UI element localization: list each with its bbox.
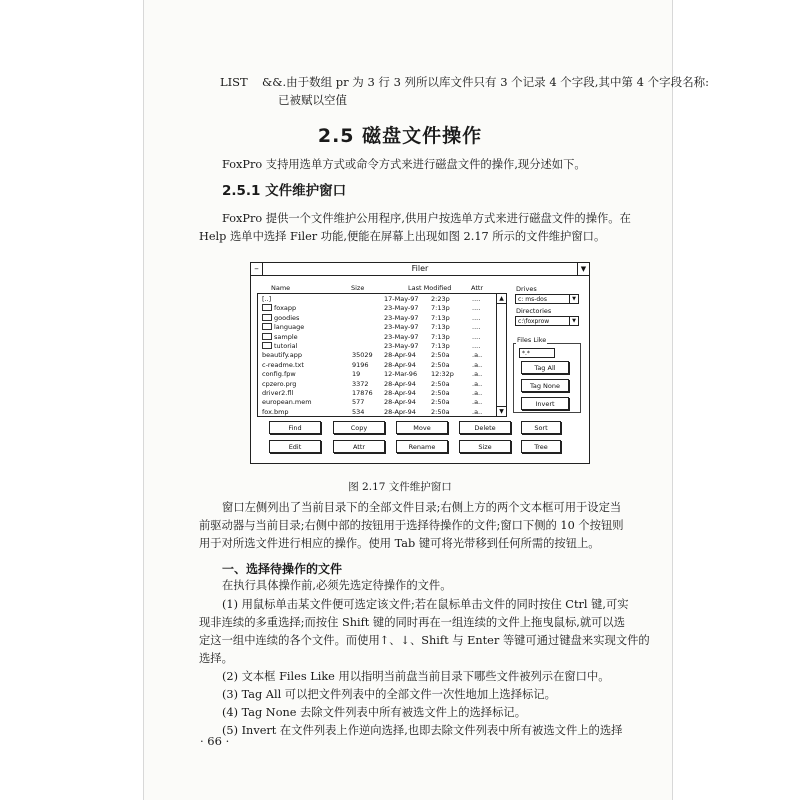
invert-button[interactable]: Invert bbox=[521, 397, 569, 410]
file-row[interactable] bbox=[258, 361, 496, 370]
chevron-down-icon[interactable]: ▼ bbox=[577, 263, 589, 275]
body-line-1: 在执行具体操作前,必须先选定待操作的文件。 bbox=[222, 579, 452, 592]
section-title: 2.5 磁盘文件操作 bbox=[317, 125, 483, 147]
file-time: 7:13p bbox=[431, 304, 450, 313]
scroll-down-icon[interactable]: ▼ bbox=[497, 406, 506, 416]
file-time: 7:13p bbox=[431, 332, 450, 341]
title-bar bbox=[251, 263, 589, 276]
file-row[interactable] bbox=[258, 314, 496, 323]
system-menu-icon[interactable]: – bbox=[251, 263, 263, 275]
file-date: 28-Apr-94 bbox=[384, 351, 416, 360]
body-line-2: (1) 用鼠标单击某文件便可选定该文件;若在鼠标单击文件的同时按住 Ctrl 键,可实 bbox=[222, 598, 629, 611]
para1-line2: Help 选单中选择 Filer 功能,便能在屏幕上出现如图 2.17 所示的文件维护窗口。 bbox=[199, 230, 606, 243]
copy-button[interactable]: Copy bbox=[333, 421, 385, 434]
body-line-8: (4) Tag None 去除文件列表中所有被选文件上的选择标记。 bbox=[222, 706, 526, 719]
folder-name: sample bbox=[274, 332, 298, 341]
file-row[interactable] bbox=[258, 408, 496, 417]
scroll-up-icon[interactable]: ▲ bbox=[497, 294, 506, 304]
file-time: 7:13p bbox=[431, 313, 450, 322]
rename-button[interactable]: Rename bbox=[396, 440, 448, 453]
body-line-5: 选择。 bbox=[199, 652, 233, 665]
file-name bbox=[262, 304, 296, 313]
directory-value: c:\foxprow bbox=[518, 318, 550, 325]
file-name: cpzero.prg bbox=[262, 379, 297, 388]
file-list-scrollbar[interactable] bbox=[496, 294, 506, 416]
drives-dropdown[interactable] bbox=[515, 294, 579, 304]
file-time: 2:50a bbox=[431, 379, 450, 388]
body-line-4: 定这一组中连续的各个文件。而使用↑、↓、Shift 与 Enter 等键可通过键盘来实现文件的 bbox=[199, 634, 650, 647]
file-name: european.mem bbox=[262, 398, 312, 407]
file-date: 17-May-97 bbox=[384, 295, 419, 303]
move-button[interactable]: Move bbox=[396, 421, 448, 434]
file-time: 2:50a bbox=[431, 389, 450, 397]
list-note-line1: &&.由于数组 pr 为 3 行 3 列所以库文件只有 3 个记录 4 个字段,其中第 4 个字段名称: bbox=[262, 75, 709, 89]
directories-dropdown[interactable] bbox=[515, 316, 579, 326]
sub-heading: 一、选择待操作的文件 bbox=[222, 562, 343, 576]
folder-name: goodies bbox=[274, 313, 300, 322]
file-date: 28-Apr-94 bbox=[384, 398, 416, 407]
file-size: 3372 bbox=[352, 379, 369, 388]
file-attr: .a.. bbox=[472, 351, 483, 360]
folder-icon bbox=[262, 342, 272, 349]
file-row[interactable] bbox=[258, 398, 496, 407]
file-name bbox=[262, 333, 298, 342]
file-date: 23-May-97 bbox=[384, 304, 419, 313]
window-title: Filer bbox=[411, 264, 429, 273]
body-line-6: (2) 文本框 Files Like 用以指明当前盘当前目录下哪些文件被列示在窗口中。 bbox=[222, 670, 610, 683]
file-date: 23-May-97 bbox=[384, 313, 419, 322]
file-size: 17876 bbox=[352, 389, 373, 397]
file-attr: .a.. bbox=[472, 370, 483, 379]
file-time: 2:50a bbox=[431, 360, 450, 369]
file-name bbox=[262, 323, 304, 332]
page-number: · 66 · bbox=[200, 734, 230, 748]
figure-caption: 图 2.17 文件维护窗口 bbox=[348, 481, 452, 493]
delete-button[interactable]: Delete bbox=[459, 421, 511, 434]
size-button[interactable]: Size bbox=[459, 440, 511, 453]
folder-icon bbox=[262, 304, 272, 311]
file-time: 2:50a bbox=[431, 351, 450, 360]
file-attr: .... bbox=[472, 295, 481, 303]
file-date: 23-May-97 bbox=[384, 332, 419, 341]
file-name: c-readme.txt bbox=[262, 360, 304, 369]
para2-line1: 窗口左侧列出了当前目录下的全部文件目录;右侧上方的两个文本框可用于设定当 bbox=[222, 501, 622, 514]
header-size[interactable]: Size bbox=[351, 284, 365, 292]
chevron-down-icon[interactable]: ▼ bbox=[569, 295, 578, 303]
file-row[interactable] bbox=[258, 351, 496, 360]
file-size: 35029 bbox=[352, 351, 373, 360]
file-size: 9196 bbox=[352, 360, 369, 369]
para2-line3: 用于对所选文件进行相应的操作。使用 Tab 键可将光带移到任何所需的按钮上。 bbox=[199, 537, 600, 550]
file-attr: .... bbox=[472, 313, 481, 322]
file-time: 2:50a bbox=[431, 398, 450, 407]
folder-name: tutorial bbox=[274, 342, 298, 350]
tree-button[interactable]: Tree bbox=[521, 440, 561, 453]
file-attr: .a.. bbox=[472, 360, 483, 369]
folder-icon bbox=[262, 333, 272, 340]
file-name bbox=[262, 314, 299, 323]
tag-none-button[interactable]: Tag None bbox=[521, 379, 569, 392]
file-row[interactable] bbox=[258, 295, 496, 304]
file-time: 7:13p bbox=[431, 323, 450, 332]
sort-button[interactable]: Sort bbox=[521, 421, 561, 434]
folder-icon bbox=[262, 314, 272, 321]
subsection-title: 2.5.1 文件维护窗口 bbox=[222, 183, 347, 199]
edit-button[interactable]: Edit bbox=[269, 440, 321, 453]
directories-label: Directories bbox=[516, 307, 552, 315]
file-attr: .... bbox=[472, 332, 481, 341]
file-row[interactable] bbox=[258, 342, 496, 351]
folder-icon bbox=[262, 323, 272, 330]
folder-name: language bbox=[274, 323, 305, 332]
list-note-line2: 已被赋以空值 bbox=[278, 93, 347, 107]
chevron-down-icon[interactable]: ▼ bbox=[569, 317, 578, 325]
file-name: fox.bmp bbox=[262, 407, 289, 416]
file-date: 23-May-97 bbox=[384, 323, 419, 332]
header-last-modified[interactable]: Last Modified bbox=[408, 284, 452, 292]
file-time: 2:50a bbox=[431, 407, 450, 416]
drive-value: c: ms-dos bbox=[518, 296, 547, 303]
list-label: LIST bbox=[220, 75, 248, 89]
para1-line1: FoxPro 提供一个文件维护公用程序,供用户按选单方式来进行磁盘文件的操作。在 bbox=[222, 212, 631, 225]
body-line-3: 现非连续的多重选择;而按住 Shift 键的同时再在一组连续的文件上拖曳鼠标,就可以选 bbox=[199, 616, 626, 629]
file-list[interactable] bbox=[257, 293, 507, 417]
filer-window bbox=[250, 262, 590, 464]
file-row[interactable] bbox=[258, 380, 496, 389]
header-name[interactable]: Name bbox=[271, 284, 291, 292]
file-row[interactable] bbox=[258, 389, 496, 398]
file-name: config.fpw bbox=[262, 370, 296, 379]
file-time: 12:32p bbox=[431, 370, 454, 379]
file-name: [..] bbox=[262, 295, 272, 303]
file-row[interactable] bbox=[258, 304, 496, 313]
header-attr[interactable]: Attr bbox=[471, 284, 484, 292]
file-row[interactable] bbox=[258, 370, 496, 379]
intro-text: FoxPro 支持用选单方式或命令方式来进行磁盘文件的操作,现分述如下。 bbox=[222, 158, 586, 171]
drives-label: Drives bbox=[516, 285, 537, 293]
file-row[interactable] bbox=[258, 323, 496, 332]
file-name: driver2.fll bbox=[262, 389, 294, 397]
file-attr: .... bbox=[472, 342, 481, 350]
file-row[interactable] bbox=[258, 333, 496, 342]
para2-line2: 前驱动器与当前目录;右侧中部的按钮用于选择待操作的文件;窗口下侧的 10 个按钮则 bbox=[199, 519, 624, 532]
find-button[interactable]: Find bbox=[269, 421, 321, 434]
body-line-7: (3) Tag All 可以把文件列表中的全部文件一次性地加上选择标记。 bbox=[222, 688, 556, 701]
file-attr: .... bbox=[472, 304, 481, 313]
file-size: 577 bbox=[352, 398, 365, 407]
file-date: 28-Apr-94 bbox=[384, 360, 416, 369]
file-size: 19 bbox=[352, 370, 361, 379]
file-date: 12-Mar-96 bbox=[384, 370, 418, 379]
file-name bbox=[262, 342, 297, 351]
file-date: 28-Apr-94 bbox=[384, 389, 416, 397]
files-like-label: Files Like bbox=[517, 336, 547, 344]
file-name: beautify.app bbox=[262, 351, 302, 360]
file-size: 534 bbox=[352, 407, 365, 416]
file-time: 7:13p bbox=[431, 342, 450, 350]
file-attr: .... bbox=[472, 323, 481, 332]
body-line-9: (5) Invert 在文件列表上作逆向选择,也即去除文件列表中所有被选文件上的选择 bbox=[222, 724, 623, 737]
file-attr: .a.. bbox=[472, 407, 483, 416]
file-time: 2:23p bbox=[431, 295, 450, 303]
file-date: 23-May-97 bbox=[384, 342, 419, 350]
file-attr: .a.. bbox=[472, 398, 483, 407]
file-attr: .a.. bbox=[472, 379, 483, 388]
files-like-input[interactable]: *.* bbox=[519, 348, 555, 358]
file-attr: .a.. bbox=[472, 389, 483, 397]
file-date: 28-Apr-94 bbox=[384, 379, 416, 388]
file-date: 28-Apr-94 bbox=[384, 407, 416, 416]
tag-all-button[interactable]: Tag All bbox=[521, 361, 569, 374]
attr-button[interactable]: Attr bbox=[333, 440, 385, 453]
folder-name: foxapp bbox=[274, 304, 297, 313]
